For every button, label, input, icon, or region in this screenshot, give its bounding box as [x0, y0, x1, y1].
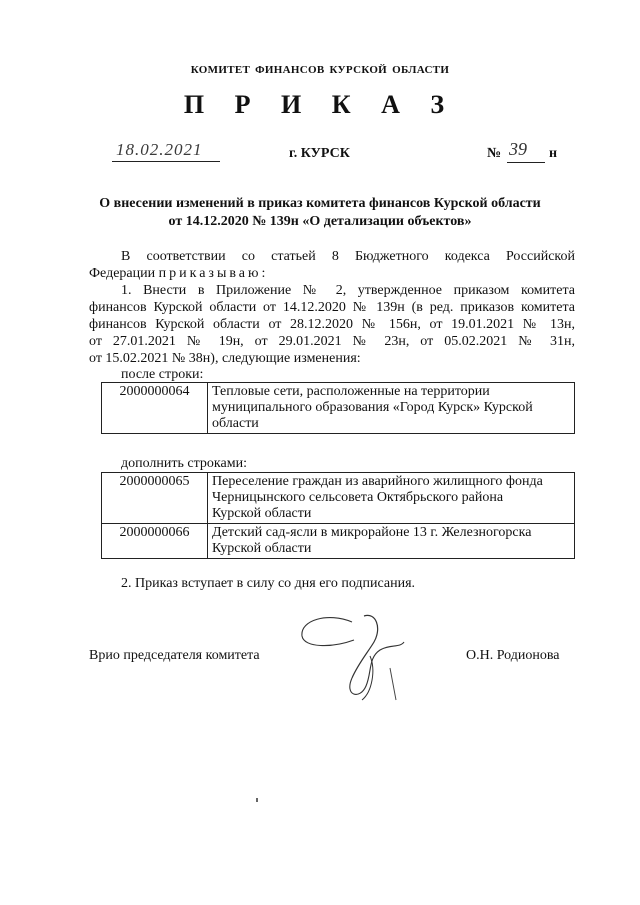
table-added-rows [101, 472, 575, 559]
description-line: муниципального образования «Город Курск» Курской [212, 400, 533, 415]
signature-drawing [292, 608, 418, 706]
committee-name: КОМИТЕТ ФИНАНСОВ КУРСКОЙ ОБЛАСТИ [190, 64, 450, 76]
table-row [102, 524, 575, 559]
description-line: Черницынского сельсовета Октябрьского района [212, 490, 504, 505]
intro-line-2 [89, 265, 268, 282]
number-prefix: № [487, 146, 502, 161]
table-cell-description [208, 524, 575, 559]
intro-federation: Федерации [89, 266, 159, 281]
intro-line-1: В соответствии со статьей 8 Бюджетного кодекса Российской [121, 249, 575, 264]
subject-line-2: от 14.12.2020 № 139н «О детализации объектов» [168, 214, 472, 229]
handwritten-number: 39 [509, 139, 527, 159]
item1-line-3: финансов Курской области от 28.12.2020 № 156н, от 19.01.2021 № 13н, [89, 317, 575, 332]
after-rows-label: после строки: [121, 367, 204, 382]
signer-name: О.Н. Родионова [466, 648, 560, 663]
table-row [102, 383, 575, 434]
description-line: Тепловые сети, расположенные на территории [212, 384, 490, 399]
item1-line-1: 1. Внести в Приложение № 2, утвержденное приказом комитета [121, 283, 575, 298]
item1-line-4: от 27.01.2021 № 19н, от 29.01.2021 № 23н, от 05.02.2021 № 31н, [89, 334, 575, 349]
table-cell-description [208, 473, 575, 524]
number-suffix: н [549, 146, 558, 161]
description-line: Переселение граждан из аварийного жилищного фонда [212, 474, 543, 489]
add-rows-label: дополнить строками: [121, 456, 247, 471]
table-cell-description [208, 383, 575, 434]
date-underline [112, 161, 220, 162]
number-underline [507, 162, 545, 163]
table-after-rows [101, 382, 575, 434]
item2-paragraph: 2. Приказ вступает в силу со дня его подписания. [121, 576, 416, 591]
table-cell-code: 2000000066 [102, 524, 208, 559]
subject-line-1: О внесении изменений в приказ комитета финансов Курской области [99, 196, 541, 211]
order-subject [60, 195, 580, 231]
item1-line-2: финансов Курской области от 14.12.2020 № 139н (в ред. приказов комитета [89, 300, 575, 315]
description-line: Курской области [212, 541, 312, 556]
table-cell-code: 2000000065 [102, 473, 208, 524]
description-line: Курской области [212, 506, 312, 521]
document-title: П Р И К А З [183, 90, 457, 119]
signer-title: Врио председателя комитета [89, 648, 260, 663]
scan-speck [256, 798, 258, 802]
intro-order-word: приказываю: [158, 266, 269, 281]
table-row [102, 473, 575, 524]
handwritten-date: 18.02.2021 [116, 140, 203, 159]
city-label: г. КУРСК [289, 146, 350, 161]
description-line: области [212, 416, 259, 431]
item1-line-5: от 15.02.2021 № 38н), следующие изменения: [89, 351, 361, 366]
table-cell-code: 2000000064 [102, 383, 208, 434]
description-line: Детский сад-ясли в микрорайоне 13 г. Железногорска [212, 525, 532, 540]
